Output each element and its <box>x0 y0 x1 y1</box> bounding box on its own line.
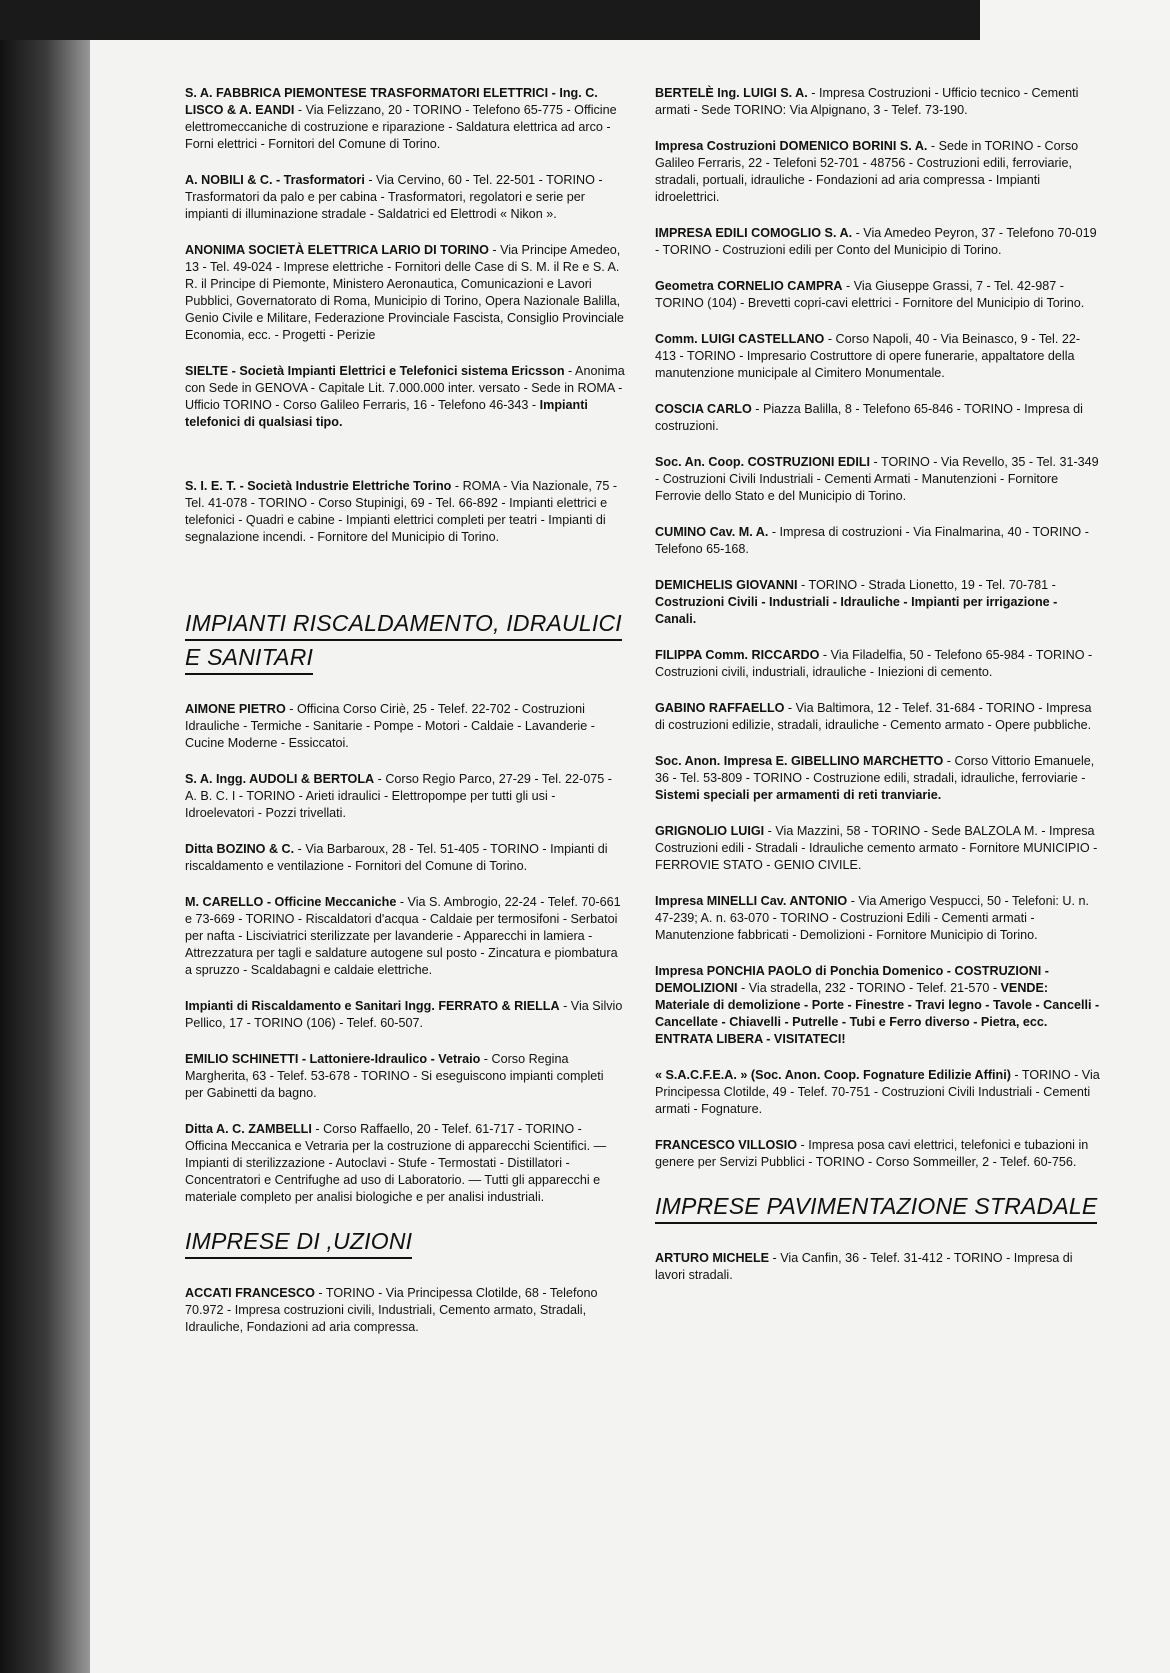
listing-text: - Via S. Ambrogio, 22-24 - Telef. 70-661 e 73-669 - TORINO - Riscaldatori d'acqua - Caldaie per termosifoni - Serbatoi per nafta - Lisciviatrici sterilizzate per lavanderie - Apparecchi in lamiera - Attrezzatura per tagli e saldature autogene sul posto - Zincatura e piombatura a spruzzo - Scaldabagni e caldaie elettriche. <box>185 895 621 977</box>
listing-name: Soc. An. Coop. COSTRUZIONI EDILI <box>655 455 871 469</box>
listing-name: S. A. Ingg. AUDOLI & BERTOLA <box>185 772 375 786</box>
listing-entry <box>655 401 1100 435</box>
listing-name: EMILIO SCHINETTI - Lattoniere-Idraulico - Vetraio <box>185 1052 481 1066</box>
listing-name: A. NOBILI & C. - Trasformatori <box>185 173 365 187</box>
listing-entry <box>655 1067 1100 1118</box>
listing-entry <box>185 894 625 979</box>
listing-text: - Sede in TORINO - Corso Galileo Ferraris, 22 - Telefoni 52-701 - 48756 - Costruzioni edili, ferroviarie, stradali, portuali, idrauliche - Fondazioni ad aria compressa - Impianti idroelettrici. <box>655 139 1079 204</box>
listing-text: - Via Silvio Pellico, 17 - TORINO (106) - Telef. 60-507. <box>185 999 623 1030</box>
listing-entry <box>655 647 1100 681</box>
section-title-line: IMPIANTI RISCALDAMENTO, IDRAULICI <box>185 607 622 641</box>
listing-name: GRIGNOLIO LUIGI <box>655 824 765 838</box>
listing-name: GABINO RAFFAELLO <box>655 701 785 715</box>
listing-text: - Via Baltimora, 12 - Telef. 31-684 - TORINO - Impresa di costruzioni edilizie, stradali, idrauliche - Cemento armato - Opere pubbliche. <box>655 701 1092 732</box>
listing-name: Impresa MINELLI Cav. ANTONIO <box>655 894 848 908</box>
listing-entry <box>655 823 1100 874</box>
listing-entry <box>185 363 625 431</box>
listing-text: - Impresa di costruzioni - Via Finalmarina, 40 - TORINO - Telefono 65-168. <box>655 525 1089 556</box>
listing-entry <box>185 701 625 752</box>
listing-text: - Via Barbaroux, 28 - Tel. 51-405 - TORINO - Impianti di riscaldamento e ventilazione - Fornitori del Comune di Torino. <box>185 842 608 873</box>
listing-name: FILIPPA Comm. RICCARDO <box>655 648 820 662</box>
listing-text: - TORINO - Strada Lionetto, 19 - Tel. 70-781 - <box>797 578 1056 592</box>
section-title-line: E SANITARI <box>185 641 313 675</box>
listing-text: - TORINO - Via Revello, 35 - Tel. 31-349 - Costruzioni Civili Industriali - Cementi Armati - Manutenzioni - Fornitore Ferrovie dello Stato e del Municipio di Torino. <box>655 455 1099 503</box>
listing-name: AIMONE PIETRO <box>185 702 286 716</box>
listing-text: - Via Amedeo Peyron, 37 - Telefono 70-019 - TORINO - Costruzioni edili per Conto del Municipio di Torino. <box>655 226 1097 257</box>
listing-entry <box>185 172 625 223</box>
listing-entry <box>185 1285 625 1336</box>
listing-text-bold: Impianti telefonici di qualsiasi tipo. <box>185 398 588 429</box>
listing-text-bold: Sistemi speciali per armamenti di reti tranviarie. <box>655 788 942 802</box>
listing-name: ACCATI FRANCESCO <box>185 1286 315 1300</box>
listing-entry <box>655 85 1100 119</box>
listing-text: - Impresa Costruzioni - Ufficio tecnico - Cementi armati - Sede TORINO: Via Alpignano, 3 - Telef. 73-190. <box>655 86 1079 117</box>
left-column <box>185 85 625 1355</box>
listing-entry <box>185 478 625 546</box>
listing-text: - Corso Napoli, 40 - Via Beinasco, 9 - Tel. 22-413 - TORINO - Impresario Costruttore di opere funerarie, appaltatore della manutenzione municipale al Cimitero Monumentale. <box>655 332 1081 380</box>
listing-text: - Via Principe Amedeo, 13 - Tel. 49-024 - Imprese elettriche - Fornitori delle Case di S. M. il Re e S. A. R. il Principe di Piemonte, Ministero Aeronautica, Comunicazioni e Lavori Pubblici, Governatorato di Roma, Municipio di Torino, Opera Nazionale Balilla, Genio Civile e Militare, Federazione Provinciale Fascista, Consiglio Provinciale Economia, ecc. - Progetti - Perizie <box>185 243 624 342</box>
listing-text: - Via Canfin, 36 - Telef. 31-412 - TORINO - Impresa di lavori stradali. <box>655 1251 1073 1282</box>
listing-entry <box>655 138 1100 206</box>
listing-entry <box>655 225 1100 259</box>
listing-entry <box>185 242 625 344</box>
listing-entry <box>185 998 625 1032</box>
listing-name: COSCIA CARLO <box>655 402 752 416</box>
listing-name: M. CARELLO - Officine Meccaniche <box>185 895 397 909</box>
listing-entry <box>655 331 1100 382</box>
listing-entry <box>655 700 1100 734</box>
listing-text: - Corso Regina Margherita, 63 - Telef. 53-678 - TORINO - Si eseguiscono impianti completi per Gabinetti da bagno. <box>185 1052 604 1100</box>
listing-entry <box>185 1051 625 1102</box>
listing-entry <box>655 577 1100 628</box>
listing-name: Ditta A. C. ZAMBELLI <box>185 1122 312 1136</box>
listing-name: Comm. LUIGI CASTELLANO <box>655 332 825 346</box>
listing-text: - Via stradella, 232 - TORINO - Telef. 21-570 - <box>737 981 1001 995</box>
listing-entry <box>655 454 1100 505</box>
listing-entry <box>185 1121 625 1206</box>
listing-text: - Corso Vittorio Emanuele, 36 - Tel. 53-809 - TORINO - Costruzione edili, stradali, idrauliche, ferroviarie - <box>655 754 1095 785</box>
listing-name: Ditta BOZINO & C. <box>185 842 295 856</box>
listing-name: IMPRESA EDILI COMOGLIO S. A. <box>655 226 853 240</box>
listing-entry <box>185 841 625 875</box>
listing-entry <box>655 963 1100 1048</box>
listing-name: CUMINO Cav. M. A. <box>655 525 769 539</box>
listing-entry <box>185 85 625 153</box>
listing-name: SIELTE - Società Impianti Elettrici e Telefonici sistema Ericsson <box>185 364 565 378</box>
section-title-paving <box>655 1190 1100 1226</box>
directory-page <box>90 40 1170 1673</box>
listing-name: ARTURO MICHELE <box>655 1251 770 1265</box>
listing-name: ANONIMA SOCIETÀ ELETTRICA LARIO DI TORINO <box>185 243 489 257</box>
listing-text: - Impresa posa cavi elettrici, telefonici e tubazioni in genere per Servizi Pubblici - TORINO - Corso Sommeiller, 2 - Telef. 60-756. <box>655 1138 1089 1169</box>
listing-entry <box>655 1250 1100 1284</box>
listing-text: - Via Giuseppe Grassi, 7 - Tel. 42-987 - TORINO (104) - Brevetti copri-cavi elettrici - Fornitore del Municipio di Torino. <box>655 279 1085 310</box>
section-title-heating <box>185 607 625 677</box>
listing-text-bold: VENDE: Materiale di demolizione - Porte - Finestre - Travi legno - Tavole - Cancelli - Cancellate - Chiavelli - Putrelle - Tubi e Ferro diverso - Pietra, ecc. ENTRATA LIBERA - VISITATECI! <box>655 981 1100 1046</box>
section-title-construction <box>185 1225 625 1261</box>
listing-name: FRANCESCO VILLOSIO <box>655 1138 798 1152</box>
listing-text: - Corso Regio Parco, 27-29 - Tel. 22-075 - A. B. C. I - TORINO - Arieti idraulici - Elettropompe per tutti gli usi - Idroelevatori - Pozzi trivellati. <box>185 772 612 820</box>
listing-name: Impianti di Riscaldamento e Sanitari Ingg. FERRATO & RIELLA <box>185 999 560 1013</box>
listing-name: S. A. FABBRICA PIEMONTESE TRASFORMATORI ELETTRICI - Ing. C. LISCO & A. EANDI <box>185 86 598 117</box>
listing-text: - Via Cervino, 60 - Tel. 22-501 - TORINO - Trasformatori da palo e per cabina - Trasformatori, regolatori e serie per impianti di illuminazione stradale - Saldatrici ed Elettrodi « Nikon ». <box>185 173 603 221</box>
listing-text: - Corso Raffaello, 20 - Telef. 61-717 - TORINO - Officina Meccanica e Vetraria per la costruzione di apparecchi Scientifici. — Impianti di sterilizzazione - Autoclavi - Stufe - Termostati - Distillatori - Concentratori e Centrifughe ad uso di Laboratorio. — Tutti gli apparecchi e materiale completo per analisi biologiche e per analisi industriali. <box>185 1122 607 1204</box>
listing-name: Geometra CORNELIO CAMPRA <box>655 279 843 293</box>
listing-name: BERTELÈ Ing. LUIGI S. A. <box>655 86 808 100</box>
listing-text-bold: Costruzioni Civili - Industriali - Idrauliche - Impianti per irrigazione - Canali. <box>655 595 1058 626</box>
listing-text: - TORINO - Via Principessa Clotilde, 68 - Telefono 70.972 - Impresa costruzioni civili, Industriali, Cemento armato, Stradali, Idrauliche, Fondazioni ad aria compressa. <box>185 1286 598 1334</box>
listing-text: - Anonima con Sede in GENOVA - Capitale Lit. 7.000.000 inter. versato - Sede in ROMA - Ufficio TORINO - Corso Galileo Ferraris, 16 - Telefono 46-343 - <box>185 364 625 412</box>
listing-text: - TORINO - Via Principessa Clotilde, 49 - Telef. 70-751 - Costruzioni Civili Industriali - Cementi armati - Fognature. <box>655 1068 1100 1116</box>
listing-name: « S.A.C.F.E.A. » (Soc. Anon. Coop. Fognature Edilizie Affini) <box>655 1068 1011 1082</box>
listing-text: - Officina Corso Ciriè, 25 - Telef. 22-702 - Costruzioni Idrauliche - Termiche - Sanitarie - Pompe - Motori - Caldaie - Lavanderie - Cucine Moderne - Essiccatoi. <box>185 702 595 750</box>
section-title-line: IMPRESE DI ,UZIONI <box>185 1225 412 1259</box>
right-column <box>655 85 1100 1303</box>
listing-name: S. I. E. T. - Società Industrie Elettriche Torino <box>185 479 452 493</box>
listing-text: - ROMA - Via Nazionale, 75 - Tel. 41-078 - TORINO - Corso Stupinigi, 69 - Tel. 66-892 - Impianti elettrici e telefonici - Quadri e cabine - Impianti elettrici completi per teatri - Impianti di segnalazione incendi. - Fornitore del Municipio di Torino. <box>185 479 618 544</box>
listing-entry <box>655 1137 1100 1171</box>
listing-entry <box>655 524 1100 558</box>
listing-name: DEMICHELIS GIOVANNI <box>655 578 798 592</box>
scan-top-right-margin <box>980 0 1170 40</box>
listing-name: Impresa Costruzioni DOMENICO BORINI S. A. <box>655 139 928 153</box>
listing-entry <box>655 278 1100 312</box>
listing-text: - Piazza Balilla, 8 - Telefono 65-846 - TORINO - Impresa di costruzioni. <box>655 402 1083 433</box>
listing-text: - Via Mazzini, 58 - TORINO - Sede BALZOLA M. - Impresa Costruzioni edili - Stradali - Idrauliche cemento armato - Fornitore MUNICIPIO - FERROVIE STATO - GENIO CIVILE. <box>655 824 1098 872</box>
listing-name: Soc. Anon. Impresa E. GIBELLINO MARCHETTO <box>655 754 944 768</box>
listing-text: - Via Felizzano, 20 - TORINO - Telefono 65-775 - Officine elettromeccaniche di costruzione e riparazione - Saldatura elettrica ad arco - Forni elettrici - Fornitori del Comune di Torino. <box>185 103 617 151</box>
listing-text: - Via Filadelfia, 50 - Telefono 65-984 - TORINO - Costruzioni civili, industriali, idrauliche - Iniezioni di cemento. <box>655 648 1093 679</box>
listing-text: - Via Amerigo Vespucci, 50 - Telefoni: U. n. 47-239; A. n. 63-070 - TORINO - Costruzioni Edili - Cementi armati - Manutenzione fabbricati - Demolizioni - Fornitore Municipio di Torino. <box>655 894 1089 942</box>
listing-entry <box>655 893 1100 944</box>
listing-entry <box>185 771 625 822</box>
listing-entry <box>655 753 1100 804</box>
section-title-line: IMPRESE PAVIMENTAZIONE STRADALE <box>655 1190 1097 1224</box>
listing-name: Impresa PONCHIA PAOLO di Ponchia Domenico - COSTRUZIONI - DEMOLIZIONI <box>655 964 1049 995</box>
